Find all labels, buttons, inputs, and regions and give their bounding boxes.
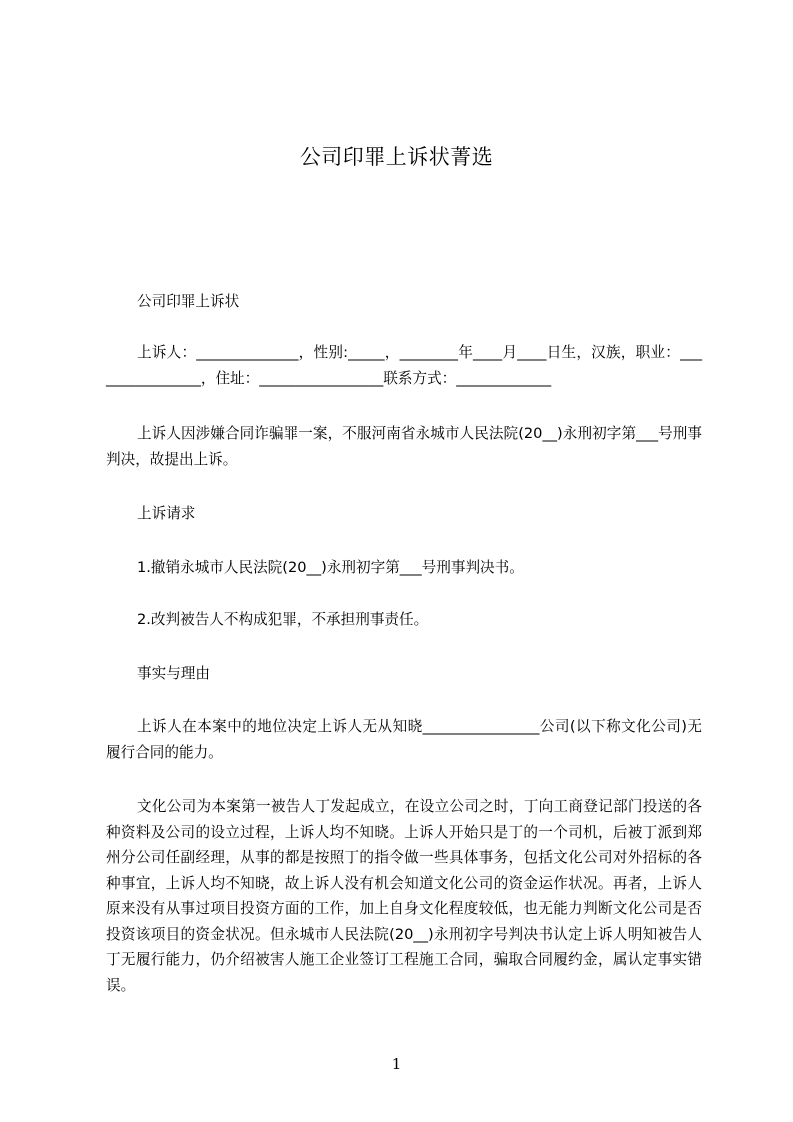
request-item-2: 2.改判被告人不构成犯罪，不承担刑事责任。 — [137, 611, 429, 628]
case-intro-paragraph: 上诉人因涉嫌合同诈骗罪一案，不服河南省永城市人民法院(20__)永刑初字第___号刑事判决，故提出上诉。 — [106, 425, 702, 468]
facts-paragraph-2: 文化公司为本案第一被告人丁发起成立，在设立公司之时，丁向工商登记部门投送的各种资料及公司的设立过程，上诉人均不知晓。上诉人开始只是丁的一个司机，后被丁派到郑州分公司任副经理，从事的都是按照丁的指令做一些具体事务，包括文化公司对外招标的各种事宜，上诉人均不知晓，故上诉人没有机会知道文化公司的资金运作状况。再者，上诉人原来没有从事过项目投资方面的工作，加上自身文化程度较低，也无能力判断文化公司是否投资该项目的资金状况。但永城市人民法院(20__)永刑初字号判决书认定上诉人明知被告人丁无履行能力，仍介绍被害人施工企业签订工程施工合同，骗取合同履约金，属认定事实错误。 — [106, 798, 702, 994]
page-number: 1 — [391, 1055, 402, 1073]
facts-paragraph-1: 上诉人在本案中的地位决定上诉人无从知晓________________公司(以下称文化公司)无履行合同的能力。 — [106, 718, 702, 761]
section-heading-facts: 事实与理由 — [137, 665, 210, 682]
appellant-info-paragraph: 上诉人：______________，性别:_____，________年____月____日生，汉族，职业：________________，住址：_________________联系方式：_____________ — [106, 344, 702, 387]
section-heading-appeal: 公司印罪上诉状 — [137, 293, 240, 310]
request-item-1: 1.撤销永城市人民法院(20__)永刑初字第___号刑事判决书。 — [137, 559, 524, 576]
document-title: 公司印罪上诉状菁选 — [299, 145, 494, 169]
section-heading-requests: 上诉请求 — [137, 505, 196, 522]
